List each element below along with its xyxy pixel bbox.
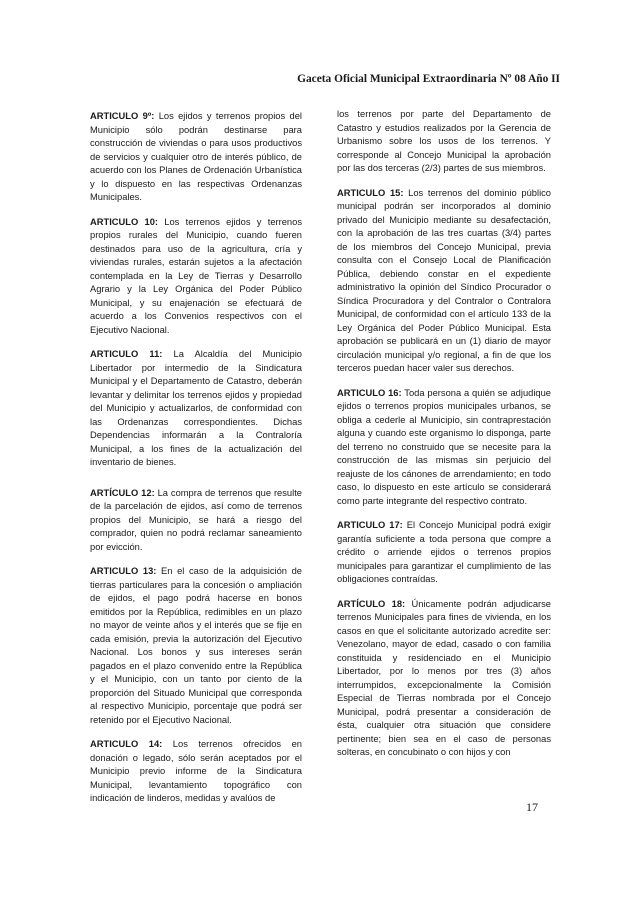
article-15 (337, 187, 551, 376)
article-17-text: El Concejo Municipal podrá exigir garantía suficiente a toda persona que compre a crédito o arriende ejidos o terrenos propios municipales para garantizar el cumplimiento de las obligaciones contraídas. (337, 520, 551, 584)
article-9 (90, 110, 302, 205)
article-14 (90, 738, 302, 806)
article-10 (90, 216, 302, 338)
article-12-label: ARTÍCULO 12: (90, 487, 155, 498)
article-15-text: Los terrenos del dominio público municipal podrán ser incorporados al dominio privado del Municipio mediante su desafectación, con la aprobación de las tres cuartas (3/4) partes de los miembros del Concejo Municipal, previa consulta con el Consejo Local de Planificación Pública, debiendo constar en el expediente administrativo la opinión del Síndico Procurador o Síndica Procuradora y del Contralor o Contralora Municipal, de conformidad con el artículo 133 de la Ley Orgánica del Poder Público Municipal. Esta aprobación se publicará en un (1) diario de mayor circulación municipal y/o regional, a fin de que los terceros puedan hacer valer sus derechos. (337, 187, 552, 373)
article-16-label: ARTICULO 16: (337, 387, 402, 398)
article-17-label: ARTICULO 17: (337, 520, 403, 530)
article-10-label: ARTICULO 10: (90, 216, 159, 227)
article-16-text: Toda persona a quién se adjudique ejidos o terrenos propios municipales urbanos, se obliga a cederle al Municipio, sin contraprestación alguna y cuando este organismo lo disponga, parte del terreno no construido que se necesite para la construcción de las mismas sin perjuicio del reajuste de los cánones de arrendamiento; en todo caso, lo dispuesto en este artículo se considerará como parte integrante del respectivo contrato. (337, 387, 552, 506)
article-18-text: Únicamente podrán adjudicarse terrenos Municipales para fines de vivienda, en los casos en que el solicitante autorizado acredite ser: Venezolano, mayor de edad, casado o con familia constituida y residenciado en el Municipio Libertador, por lo menos por tres (3) años interrumpidos, excepcionalmente la Comisión Especial de Tierras nombrada por el Concejo Municipal, podrá presentar a consideración de ésta, cualquier otra situación que considere pertinente; bien sea en el caso de personas solteras, en concubinato o con hijos y con (337, 598, 552, 757)
article-14-continuation (337, 108, 551, 176)
left-column (90, 110, 302, 817)
article-11-label: ARTICULO 11: (90, 349, 163, 359)
page-number: 17 (526, 800, 538, 814)
article-18-label: ARTÍCULO 18: (337, 598, 406, 609)
article-13 (90, 565, 302, 727)
article-12 (90, 487, 302, 555)
article-11-text: La Alcaldía del Municipio Libertador por intermedio de la Sindicatura Municipal y el Departamento de Catastro, deberán levantar y delimitar los terrenos ejidos y propiedad del Municipio y actualizarlos, de conformidad con las Ordenanzas correspondientes. Dichas Dependencias informarán a la Contraloría Municipal, a los fines de la actualización del inventario de bienes. (90, 349, 302, 467)
article-18 (337, 598, 551, 760)
gazette-header: Gaceta Oficial Municipal Extraordinaria Nº 08 Año II (297, 73, 560, 85)
article-16 (337, 387, 551, 509)
article-14-label: ARTICULO 14: (90, 739, 163, 749)
article-13-label: ARTICULO 13: (90, 566, 157, 576)
article-12-text: La compra de terrenos que resulte de la parcelación de ejidos, así como de terrenos propios del Municipio, se hará a riesgo del comprador, quien no podrá reclamar saneamiento por evicción. (90, 487, 302, 552)
article-13-text: En el caso de la adquisición de tierras particulares para la concesión o ampliación de ejidos, el pago podrá hacerse en bonos emitidos por la República, redimibles en un plazo no mayor de veinte años y el interés que se fije en cada emisión, previa la autorización del Ejecutivo Nacional. Los bonos y sus intereses serán pagados en el plazo convenido entre la República y el Municipio, con un tanto por ciento de la proporción del Situado Municipal que corresponda al respectivo Municipio, porcentaje que podrá ser retenido por el Ejecutivo Nacional. (90, 566, 303, 725)
article-9-label: ARTICULO 9º: (90, 111, 155, 121)
article-11 (90, 348, 302, 470)
article-15-label: ARTICULO 15: (337, 187, 404, 198)
article-14-text: Los terrenos ofrecidos en donación o legado, sólo serán aceptados por el Municipio previo informe de la Sindicatura Municipal, levantamiento topográfico con indicación de linderos, medidas y avalúos de (90, 739, 302, 803)
article-14-continuation-text: los terrenos por parte del Departamento de Catastro y estudios realizados por la Gerencia de Urbanismo sobre los usos de los terrenos. Y corresponde al Concejo Municipal la aprobación por las dos terceras (2/3) partes de sus miembros. (337, 109, 551, 173)
right-column (337, 108, 551, 771)
article-10-text: Los terrenos ejidos y terrenos propios rurales del Municipio, cuando fueren destinados para uso de la agricultura, cría y viviendas rurales, estarán sujetos a la afectación contemplada en la Ley de Tierras y Desarrollo Agrario y la Ley Orgánica del Poder Público Municipal, y su enajenación se efectuará de acuerdo a los Convenios respectivos con el Ejecutivo Nacional. (90, 216, 302, 335)
article-17 (337, 519, 551, 587)
article-9-text: Los ejidos y terrenos propios del Municipio sólo podrán destinarse para construcción de viviendas o para usos productivos de servicios y cualquier otro de interés público, de acuerdo con los Planes de Ordenación Urbanística y lo dispuesto en las respectivas Ordenanzas Municipales. (90, 111, 302, 202)
